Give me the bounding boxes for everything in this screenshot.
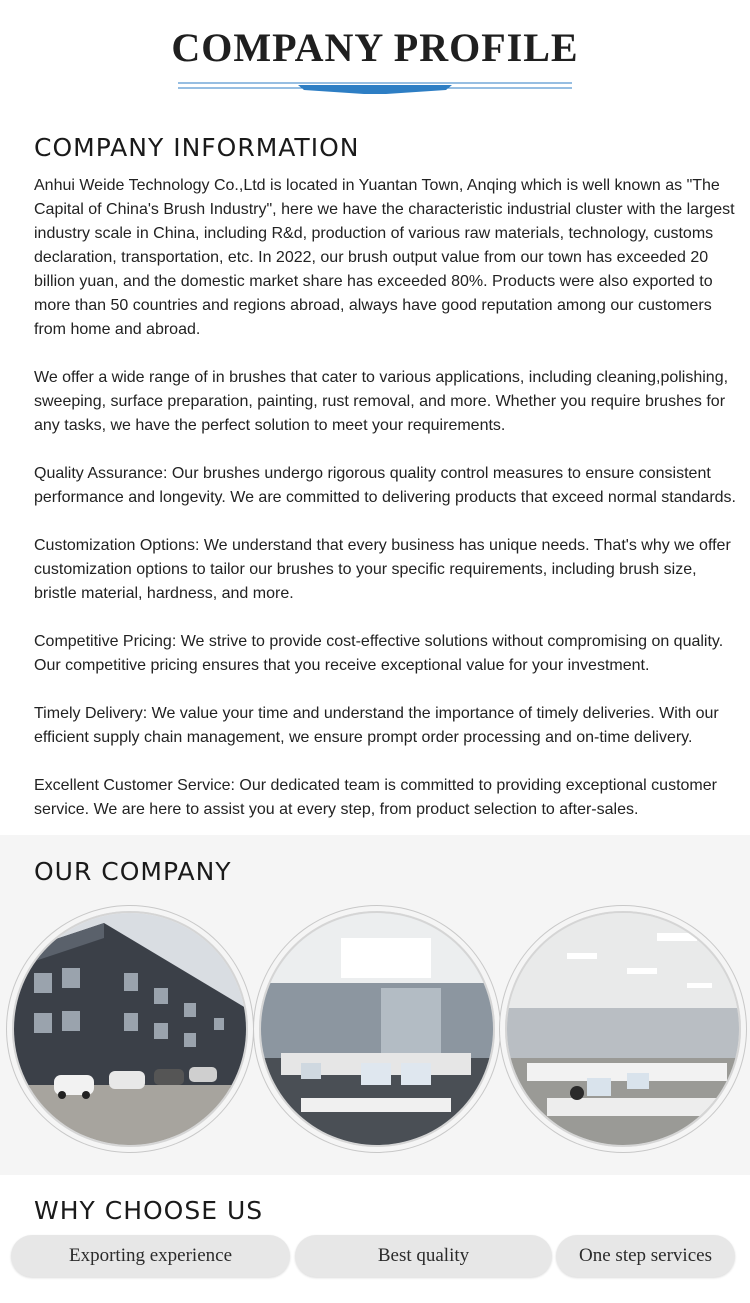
info-paragraph: Competitive Pricing: We strive to provide cost-effective solutions without compromising on quality. Our competitive pricing ensures that you receive exceptional value for your investment. — [34, 633, 724, 674]
info-paragraph: Anhui Weide Technology Co.,Ltd is located in Yuantan Town, Anqing which is well known as "The Capital of China's Brush Industry", here we have the characteristic industrial cluster with the largest industry scale in China, including R&d, production of various raw materials, technology, customs declaration, transportation, etc. In 2022, our brush output value from our town has exceeded 20 billion yuan, and the domestic market share has exceeded 80%. Products were also exported to more than 50 countries and regions abroad, always have good reputation among our customers from home and abroad. — [34, 177, 735, 338]
company-information-heading: COMPANY INFORMATION — [34, 133, 360, 162]
page-title: COMPANY PROFILE — [171, 25, 579, 70]
info-paragraph: Quality Assurance: Our brushes undergo rigorous quality control measures to ensure consistent performance and longevity. We are committed to delivering products that exceed normal standards. — [34, 465, 736, 506]
company-information-text — [34, 174, 740, 846]
info-paragraph: Timely Delivery: We value your time and understand the importance of timely deliveries. With our efficient supply chain management, we ensure prompt order processing and on-time delivery. — [34, 705, 719, 746]
open-office-photo — [505, 911, 741, 1147]
why-item-exporting-experience: Exporting experience — [11, 1235, 290, 1277]
info-paragraph: Excellent Customer Service: Our dedicated team is committed to providing exceptional customer service. We are here to assist you at every step, from product selection to after-sales. — [34, 777, 717, 818]
info-paragraph: We offer a wide range of in brushes that cater to various applications, including cleaning,polishing, sweeping, surface preparation, painting, rust removal, and more. Whether you require brushes for any tasks, we have the perfect solution to meet your requirements. — [34, 369, 729, 434]
why-item-one-step-services: One step services — [556, 1235, 735, 1277]
title-divider — [178, 82, 572, 96]
why-item-best-quality: Best quality — [295, 1235, 552, 1277]
office-interior-photo — [259, 911, 495, 1147]
our-company-heading: OUR COMPANY — [34, 857, 232, 886]
factory-building-photo — [12, 911, 248, 1147]
why-choose-us-heading: WHY CHOOSE US — [34, 1196, 264, 1225]
info-paragraph: Customization Options: We understand that every business has unique needs. That's why we offer customization options to tailor our brushes to your specific requirements, including brush size, bristle material, hardness, and more. — [34, 537, 731, 602]
